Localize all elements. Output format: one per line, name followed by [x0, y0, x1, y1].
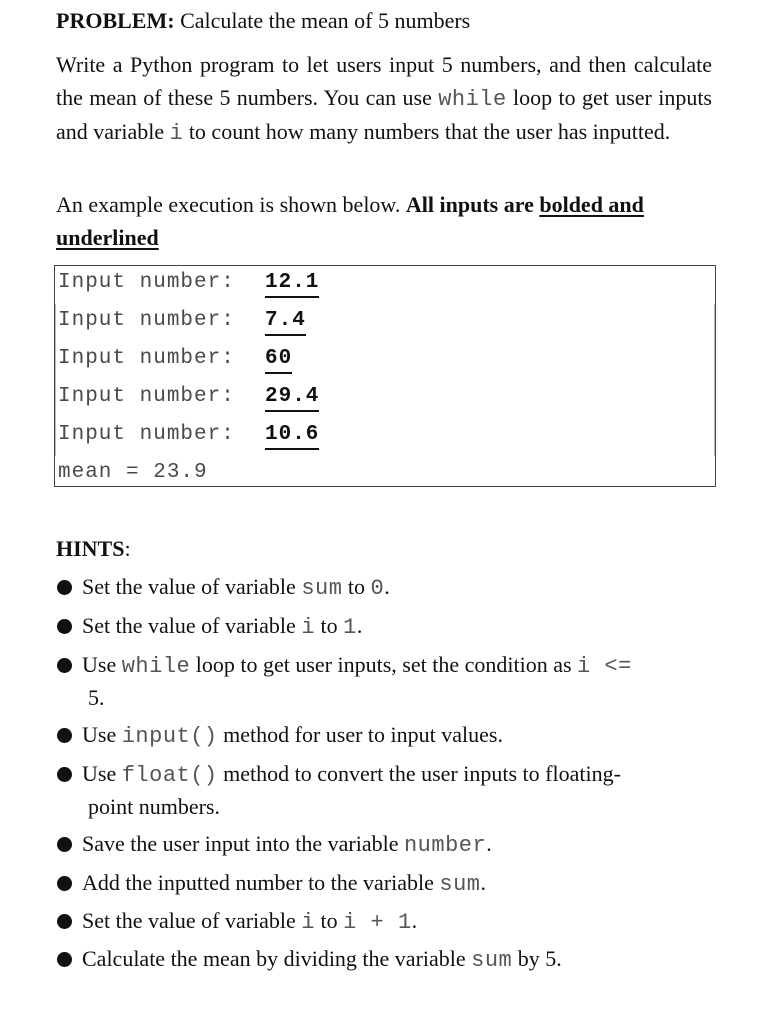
console-input-value: 7.4 [265, 309, 306, 336]
hint-code: sum [301, 576, 343, 601]
hint-text: . [384, 574, 390, 599]
row-divider [714, 342, 715, 380]
example-underlined-text: bolded and underlined [56, 192, 644, 250]
row-divider [55, 342, 56, 380]
row-divider [55, 380, 56, 418]
console-row [55, 304, 715, 342]
hints-colon: : [124, 536, 131, 561]
intro-code-i: i [169, 121, 184, 146]
console-input-value: 12.1 [265, 271, 319, 298]
console-input-value: 29.4 [265, 385, 319, 412]
intro-text-3: to count how many numbers that the user has inputted. [183, 119, 671, 144]
hint-text: . [486, 831, 492, 856]
row-divider [714, 304, 715, 342]
hint-text: . [480, 870, 487, 895]
example-bold-text: All inputs are [405, 192, 540, 217]
hint-text: Add the inputted number to the variable [82, 870, 440, 895]
hint-text: point numbers. [88, 794, 220, 819]
console-row [55, 342, 715, 380]
console-input-value: 60 [265, 347, 292, 374]
hints-title-text: HINTS [56, 536, 125, 561]
row-divider [55, 418, 56, 456]
bullet-icon [57, 952, 72, 967]
console-prompt: Input number: [58, 347, 235, 370]
hint-text: loop to get user inputs, set the condition as [190, 652, 578, 677]
console-row [55, 380, 715, 418]
row-divider [714, 380, 715, 418]
hint-text: Calculate the mean by dividing the variable [82, 946, 472, 971]
hint-text: Set the value of variable [82, 908, 302, 933]
bullet-icon [57, 619, 72, 634]
bullet-icon [57, 767, 72, 782]
hint-text: 5. [88, 685, 105, 710]
example-paragraph [56, 189, 696, 254]
hint-text: Use [82, 652, 122, 677]
console-row [55, 266, 715, 304]
hint-text: to [342, 574, 371, 599]
intro-text-1: Write a Python program to let users input 5 numbers, and then calculate the mean of these 5 numbers. You can use [56, 52, 712, 110]
hint-text: Use [82, 722, 122, 747]
console-prompt: Input number: [58, 309, 235, 332]
hint-code: 0 [370, 576, 385, 601]
console-input-value: 10.6 [265, 423, 319, 450]
hint-code: i + 1 [343, 910, 412, 935]
hint-text: by 5. [512, 946, 562, 971]
hint-text: . [411, 908, 418, 933]
hint-code: 1 [343, 615, 357, 640]
hint-code: sum [471, 948, 513, 973]
bullet-icon [57, 580, 72, 595]
bullet-icon [57, 728, 72, 743]
problem-label: PROBLEM: [56, 8, 175, 33]
hint-code: input() [121, 724, 218, 749]
hint-code: number [403, 833, 487, 858]
hint-code: float() [121, 763, 218, 788]
hint-text: to [315, 613, 344, 638]
hint-text: . [356, 613, 363, 638]
hint-code: i [301, 615, 316, 640]
console-prompt: Input number: [58, 385, 235, 408]
hint-text: Use [82, 761, 122, 786]
hint-code: while [121, 654, 191, 679]
hints-title [56, 534, 131, 564]
problem-title [56, 6, 470, 36]
hint-code: i <= [577, 654, 632, 679]
row-divider [55, 304, 56, 342]
bullet-icon [57, 876, 72, 891]
hint-text: Set the value of variable [82, 613, 302, 638]
intro-code-while: while [438, 86, 507, 112]
hint-text: method to convert the user inputs to floating- [217, 761, 621, 786]
console-prompt: Input number: [58, 271, 235, 294]
bullet-icon [57, 658, 72, 673]
bullet-icon [57, 914, 72, 929]
console-row [55, 418, 715, 456]
example-text: An example execution is shown below. [56, 192, 406, 217]
hint-code: sum [439, 872, 481, 897]
intro-text-2: loop to get user inputs and variable [56, 84, 712, 144]
hint-text: Set the value of variable [82, 574, 302, 599]
hint-text: Save the user input into the variable [82, 831, 404, 856]
console-result: mean = 23.9 [58, 461, 208, 484]
hint-text: to [315, 908, 344, 933]
problem-title-text: Calculate the mean of 5 numbers [174, 8, 471, 33]
bullet-icon [57, 837, 72, 852]
row-divider [714, 418, 715, 456]
console-prompt: Input number: [58, 423, 235, 446]
hint-text: method for user to input values. [217, 722, 503, 747]
console-result-row [55, 456, 715, 494]
intro-paragraph [56, 49, 712, 151]
hint-code: i [301, 910, 316, 935]
example-console-box [54, 265, 716, 487]
